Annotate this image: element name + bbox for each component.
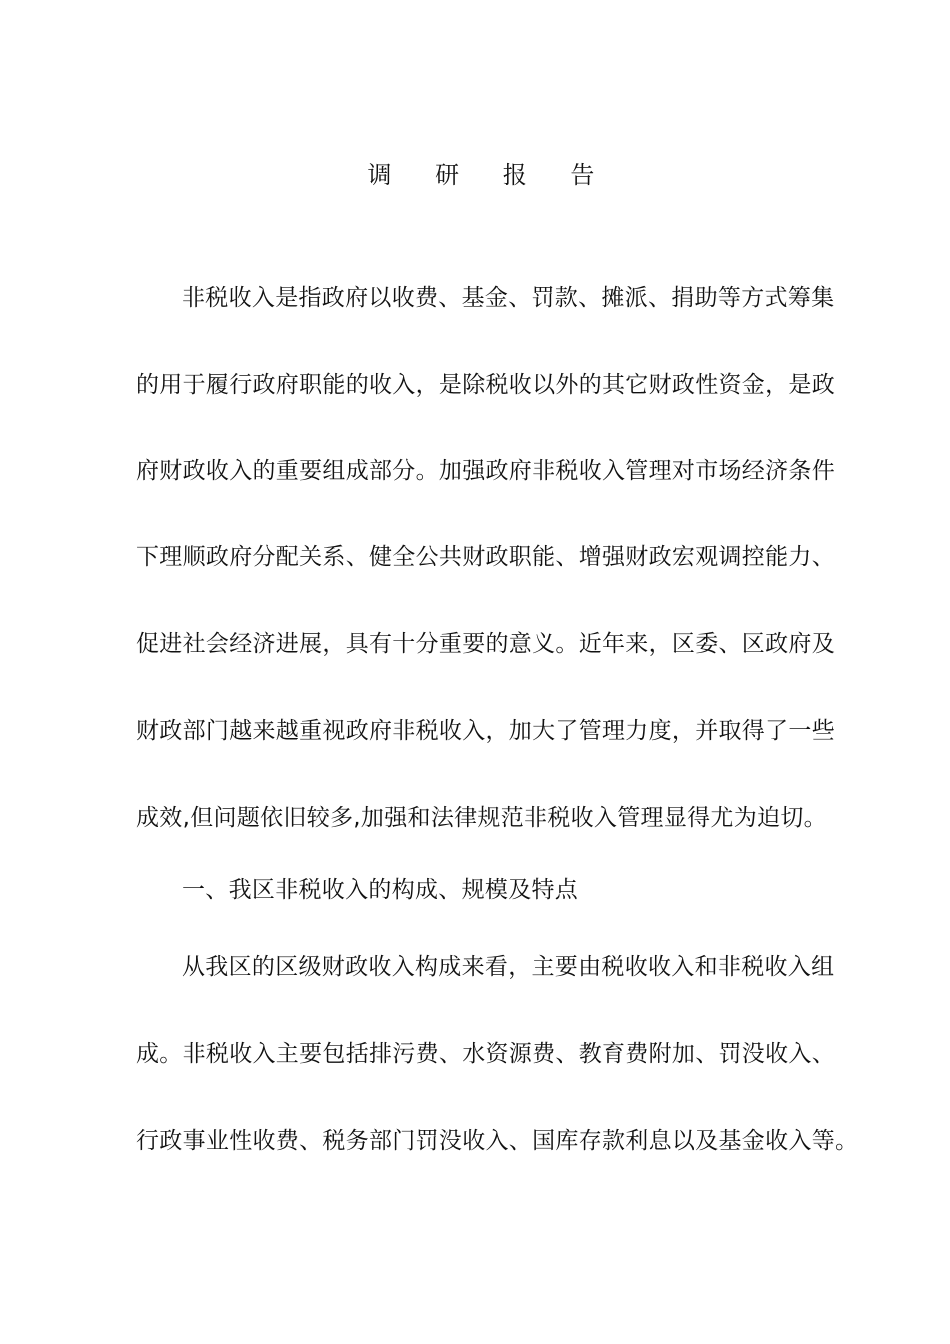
section-heading: 一、我区非税收入的构成、规模及特点	[182, 877, 579, 903]
paragraph-2-line-2: 成。非税收入主要包括排污费、水资源费、教育费附加、罚没收入、	[136, 1041, 835, 1067]
paragraph-1-line-6: 财政部门越来越重视政府非税收入，加大了管理力度，并取得了一些	[136, 718, 835, 744]
paragraph-2-line-3: 行政事业性收费、税务部门罚没收入、国库存款利息以及基金收入等。	[136, 1128, 859, 1154]
paragraph-1-line-1: 非税收入是指政府以收费、基金、罚款、摊派、捐助等方式筹集	[182, 285, 835, 311]
paragraph-1-line-2: 的用于履行政府职能的收入，是除税收以外的其它财政性资金，是政	[136, 372, 835, 398]
paragraph-1-line-3: 府财政收入的重要组成部分。加强政府非税收入管理对市场经济条件	[136, 458, 835, 484]
paragraph-2-line-1: 从我区的区级财政收入构成来看，主要由税收收入和非税收入组	[182, 954, 835, 980]
paragraph-1-line-4: 下理顺政府分配关系、健全公共财政职能、增强财政宏观调控能力、	[136, 544, 835, 570]
paragraph-1-line-7: 成效,但问题依旧较多,加强和法律规范非税收入管理显得尤为迫切。	[136, 805, 827, 831]
paragraph-1-line-5: 促进社会经济进展，具有十分重要的意义。近年来，区委、区政府及	[136, 631, 835, 657]
document-title: 调 研 报 告	[367, 161, 613, 189]
